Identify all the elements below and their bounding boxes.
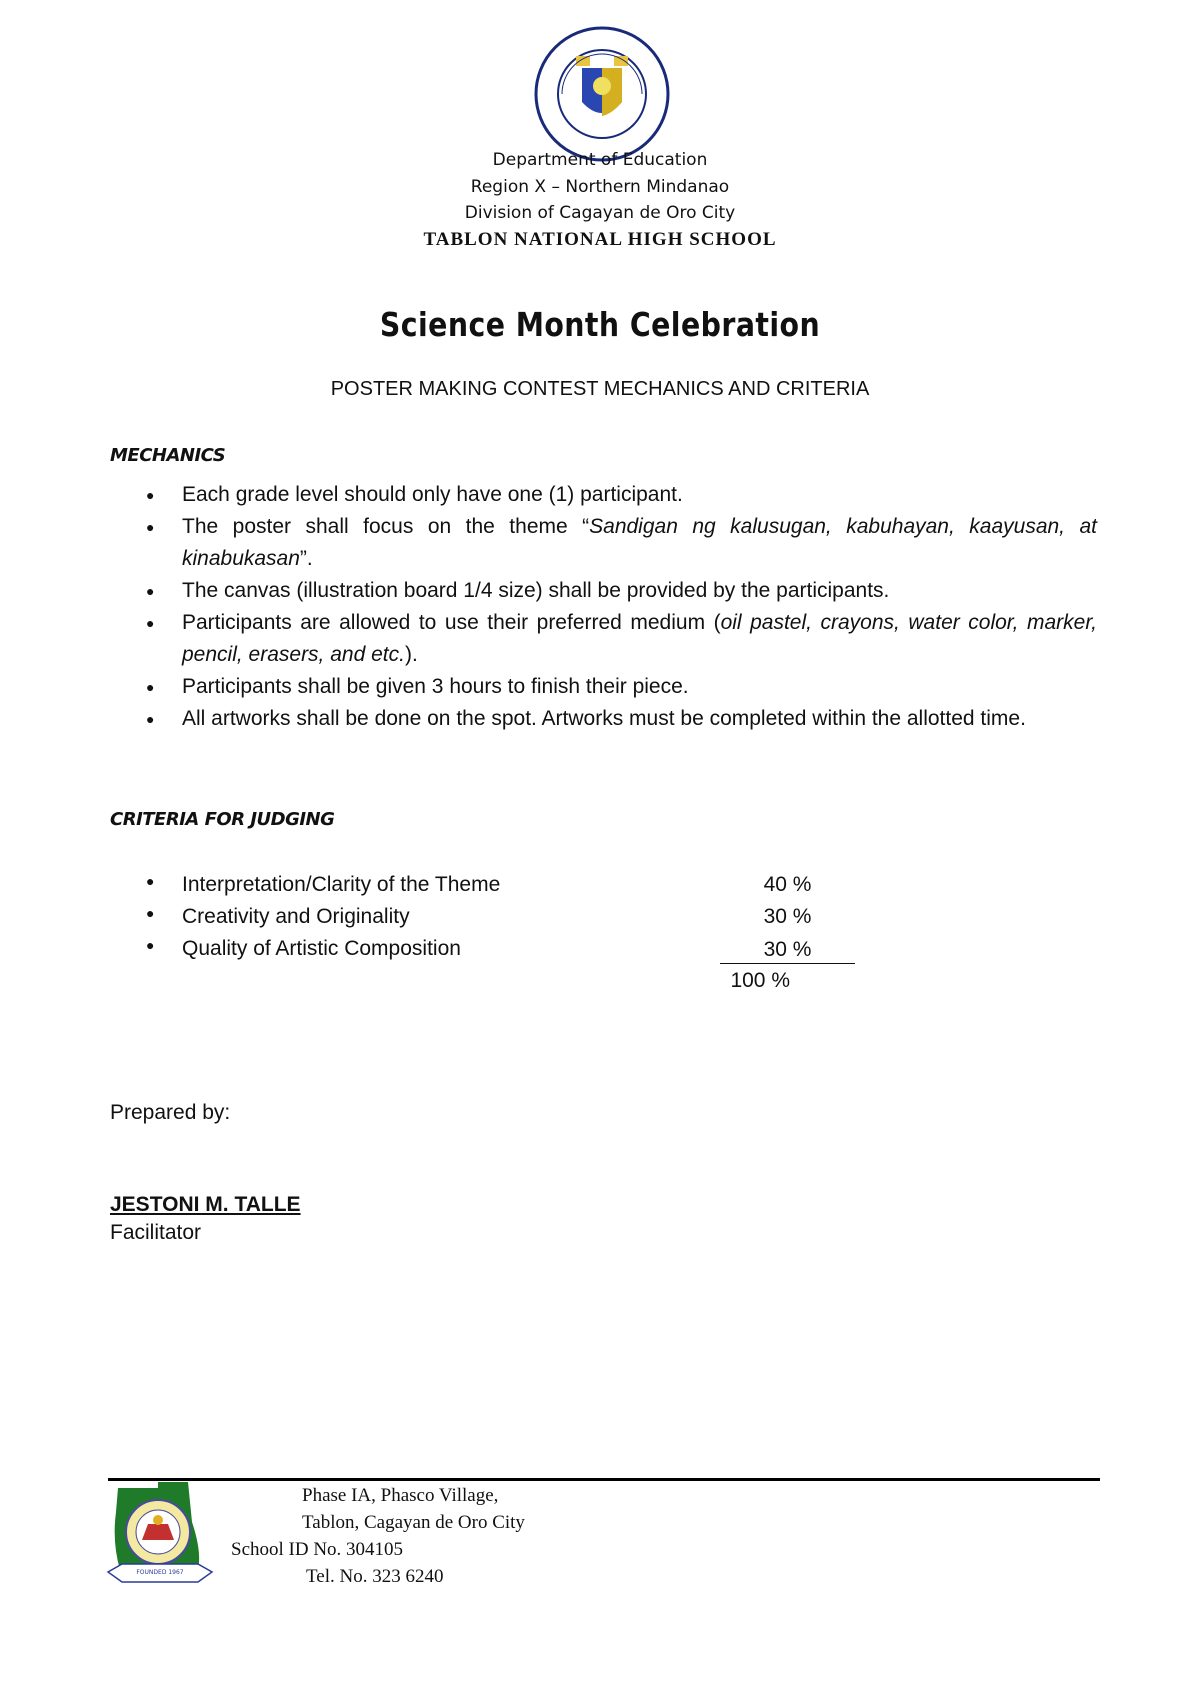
bullet-icon: ● xyxy=(146,873,155,889)
list-item-text: Participants are allowed to use their preferred medium ( xyxy=(182,611,721,634)
page-title: Science Month Celebration xyxy=(379,305,821,344)
mechanics-list xyxy=(140,479,1097,735)
list-item-text: ). xyxy=(404,643,418,666)
header-region: Region X – Northern Mindanao xyxy=(470,177,730,197)
bullet-icon: ● xyxy=(146,615,155,631)
mechanics-heading: MECHANICS xyxy=(110,445,226,466)
medium-list-text: oil pastel, crayons, water color, marker, pencil, erasers, and etc. xyxy=(182,611,1097,666)
criteria-row xyxy=(140,937,900,969)
bullet-icon: ● xyxy=(146,487,155,503)
logo-founded-text: FOUNDED 1967 xyxy=(136,1569,184,1576)
school-logo xyxy=(106,1482,214,1588)
footer-address-line2: Tablon, Cagayan de Oro City xyxy=(302,1512,525,1533)
list-item xyxy=(140,703,1097,735)
criteria-percent: 30 % xyxy=(763,905,812,928)
criteria-row xyxy=(140,873,900,905)
list-item xyxy=(140,575,1097,607)
header-division: Division of Cagayan de Oro City xyxy=(464,203,736,223)
bullet-icon: ● xyxy=(146,519,155,535)
theme-text: Sandigan ng kalusugan, kabuhayan, kaayusan, at kinabukasan xyxy=(182,515,1098,570)
criteria-percent: 40 % xyxy=(763,873,812,896)
list-item-text: ”. xyxy=(299,547,313,570)
list-item xyxy=(140,511,1097,575)
list-item-text: All artworks shall be done on the spot. Artworks must be completed within the allotted time. xyxy=(182,707,1026,730)
list-item-text: The poster shall focus on the theme “ xyxy=(182,515,590,538)
footer-school-id: School ID No. 304105 xyxy=(231,1539,404,1560)
bullet-icon: ● xyxy=(146,905,155,921)
deped-seal xyxy=(532,24,672,164)
bullet-icon: ● xyxy=(146,711,155,727)
bullet-icon: ● xyxy=(146,583,155,599)
footer-address-line1: Phase IA, Phasco Village, xyxy=(302,1485,499,1506)
list-item-text: The canvas (illustration board 1/4 size) shall be provided by the participants. xyxy=(182,579,890,602)
criteria-label: Quality of Artistic Composition xyxy=(182,937,461,960)
list-item-text: Participants shall be given 3 hours to finish their piece. xyxy=(182,675,689,698)
list-item xyxy=(140,607,1097,671)
list-item-text: Each grade level should only have one (1) participant. xyxy=(182,483,683,506)
criteria-label: Creativity and Originality xyxy=(182,905,410,928)
criteria-percent: 30 % xyxy=(720,937,855,964)
signatory-role: Facilitator xyxy=(110,1221,202,1244)
signatory-name: JESTONI M. TALLE xyxy=(110,1193,301,1216)
list-item xyxy=(140,479,1097,511)
page-subtitle: POSTER MAKING CONTEST MECHANICS AND CRITERIA xyxy=(330,378,870,400)
criteria-label: Interpretation/Clarity of the Theme xyxy=(182,873,501,896)
criteria-total: 100 % xyxy=(730,969,790,992)
header-department: Department of Education xyxy=(492,150,708,170)
footer-divider xyxy=(108,1478,1100,1481)
bullet-icon: ● xyxy=(146,679,155,695)
header-school-name: TABLON NATIONAL HIGH SCHOOL xyxy=(423,229,777,250)
footer-telephone: Tel. No. 323 6240 xyxy=(306,1566,444,1587)
list-item xyxy=(140,671,1097,703)
criteria-heading: CRITERIA FOR JUDGING xyxy=(110,809,335,830)
bullet-icon: ● xyxy=(146,937,155,953)
criteria-row xyxy=(140,905,900,937)
prepared-by-label: Prepared by: xyxy=(110,1101,231,1124)
